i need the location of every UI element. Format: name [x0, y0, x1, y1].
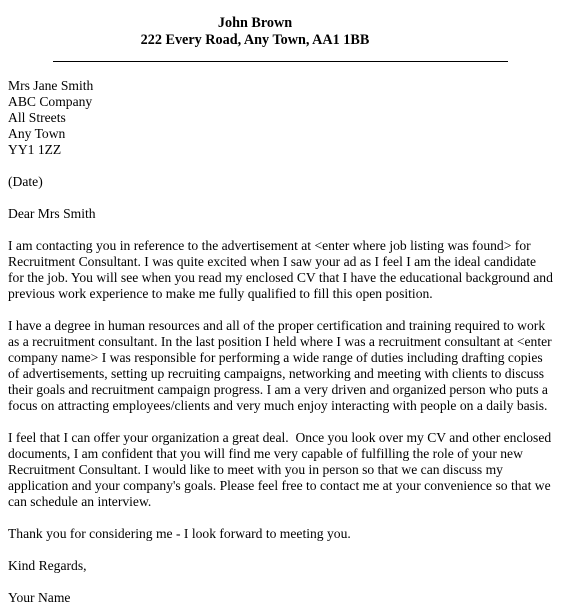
recipient-company: ABC Company: [8, 94, 93, 109]
letter-body: [8, 78, 553, 606]
paragraph-line: I am contacting you in reference to the advertisement at <enter where job listing was found> for: [8, 238, 531, 253]
signature: Your Name: [8, 590, 71, 605]
paragraph-line: their goals and recruitment campaign progress. I am a very driven and organized person who puts a: [8, 382, 548, 397]
recipient-street: All Streets: [8, 110, 66, 125]
paragraph-line: documents, I am confident that you will find me very capable of fulfilling the role of your new: [8, 446, 523, 461]
paragraph-line: Recruitment Consultant. I was quite excited when I saw your ad as I feel I am the ideal candidate: [8, 254, 537, 269]
sender-address: 222 Every Road, Any Town, AA1 1BB: [140, 32, 370, 48]
recipient-name: Mrs Jane Smith: [8, 78, 94, 93]
paragraph-line: Thank you for considering me - I look forward to meeting you.: [8, 526, 351, 541]
closing: Kind Regards,: [8, 558, 87, 573]
paragraph-thanks: [8, 526, 553, 542]
paragraph-line: for the job. You will see when you read my enclosed CV that I have the educational background and: [8, 270, 553, 285]
paragraph-line: company name> I was responsible for performing a wide range of duties including drafting copies: [8, 350, 543, 365]
paragraph-line: can schedule an interview.: [8, 494, 152, 509]
paragraph-line: of advertisements, setting up recruiting campaigns, networking and meeting with clients to discuss: [8, 366, 545, 381]
letter-date: (Date): [8, 174, 43, 189]
paragraph-offer: [8, 430, 553, 510]
paragraph-line: as a recruitment consultant. In the last position I held where I was a recruitment consultant at <enter: [8, 334, 552, 349]
paragraph-intro: [8, 238, 553, 302]
salutation: Dear Mrs Smith: [8, 206, 96, 221]
header-divider: [53, 61, 508, 62]
paragraph-line: I feel that I can offer your organization a great deal. Once you look over my CV and other enclosed: [8, 430, 552, 445]
sender-name: John Brown: [217, 15, 293, 31]
paragraph-line: previous work experience to make me fully qualified to fill this open position.: [8, 286, 433, 301]
recipient-address: [8, 78, 553, 158]
paragraph-experience: [8, 318, 553, 414]
paragraph-line: focus on attracting employees/clients and very much enjoy interacting with people on a daily basis.: [8, 398, 548, 413]
recipient-town: Any Town: [8, 126, 66, 141]
recipient-postcode: YY1 1ZZ: [8, 142, 62, 157]
paragraph-line: Recruitment Consultant. I would like to meet with you in person so that we can discuss my: [8, 462, 503, 477]
letter-header: [0, 15, 510, 49]
paragraph-line: application and your company's goals. Please feel free to contact me at your convenience so that we: [8, 478, 551, 493]
paragraph-line: I have a degree in human resources and all of the proper certification and training required to work: [8, 318, 546, 333]
